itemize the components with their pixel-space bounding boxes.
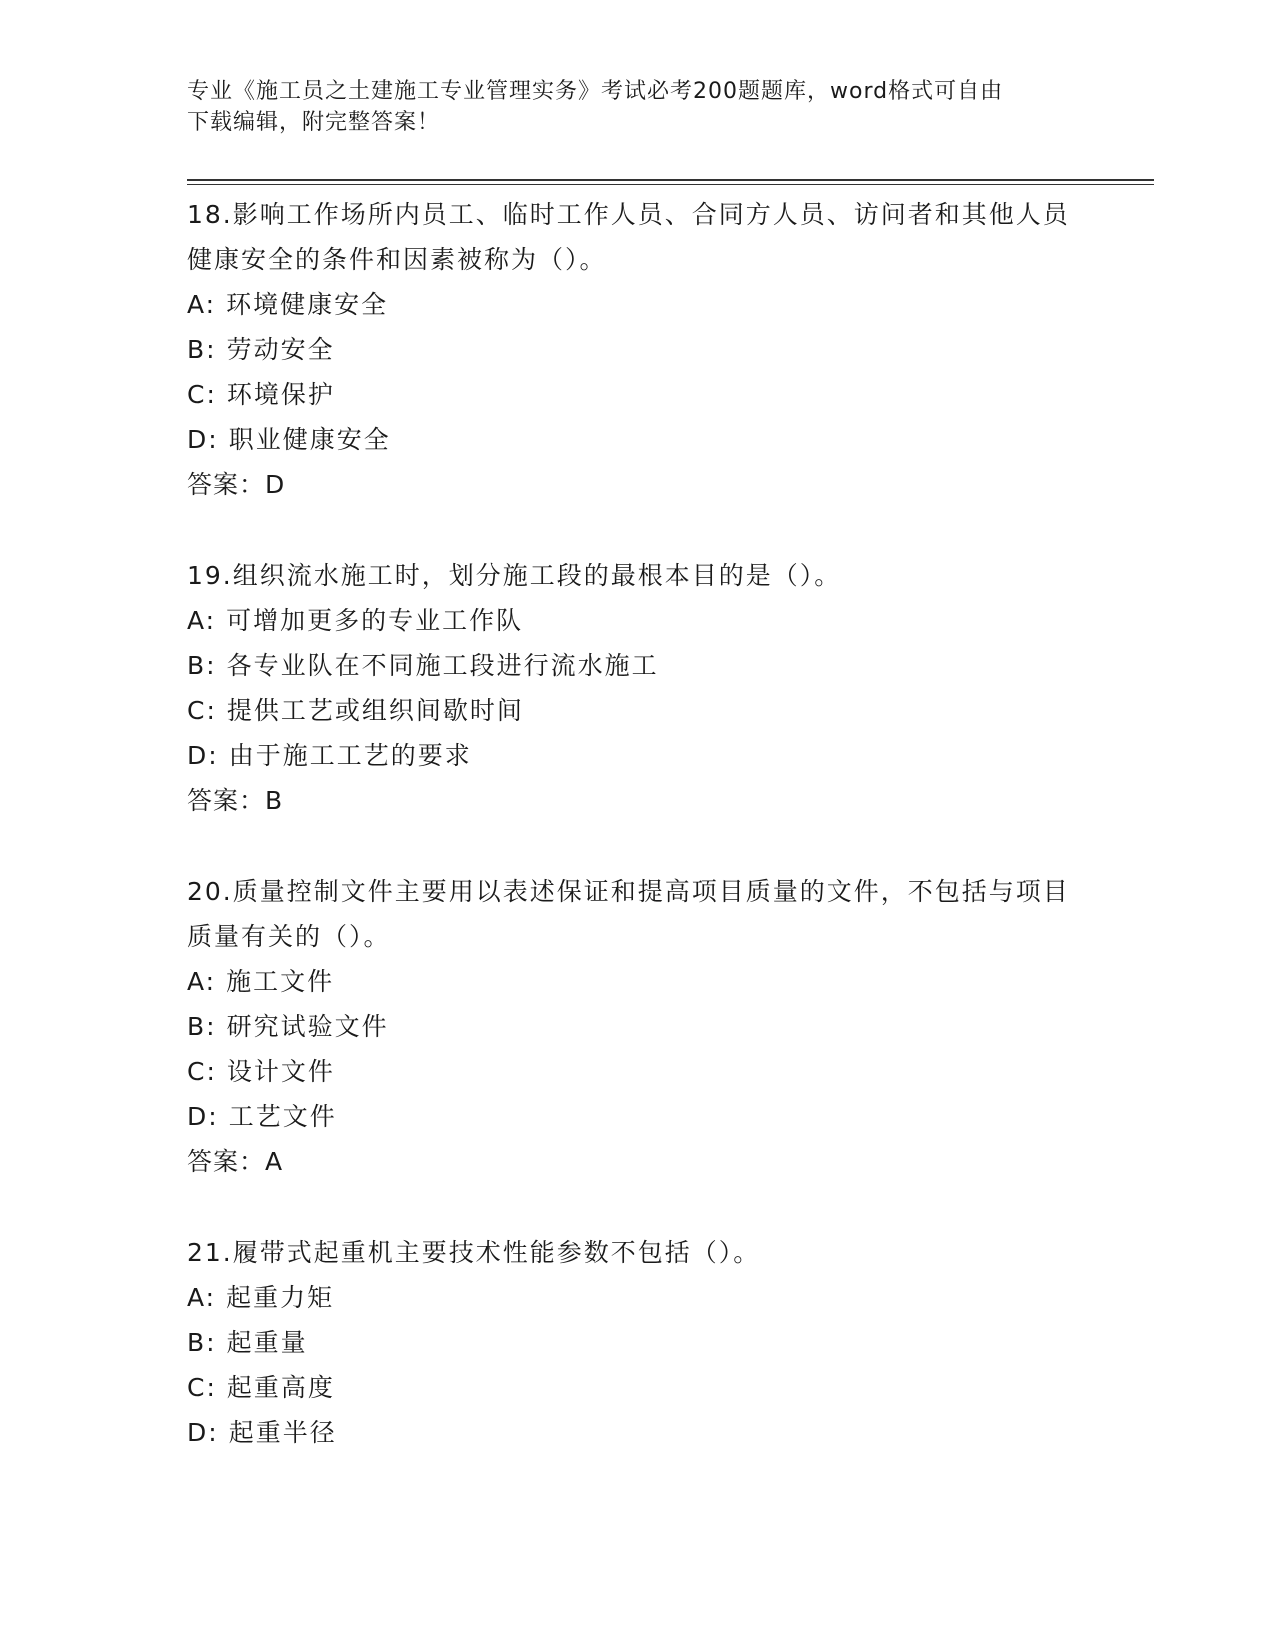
option-key: B: <box>187 1328 217 1357</box>
question-18 <box>187 192 1087 507</box>
option-text: 研究试验文件 <box>226 1012 389 1041</box>
option-text: 起重力矩 <box>226 1283 335 1312</box>
option-text: 工艺文件 <box>228 1102 337 1131</box>
option-c <box>187 1365 1087 1410</box>
question-20 <box>187 869 1087 1184</box>
option-key: A: <box>187 1283 217 1312</box>
option-key: B: <box>187 1012 217 1041</box>
option-a <box>187 282 1087 327</box>
option-d <box>187 1410 1087 1455</box>
option-key: D: <box>187 1418 219 1447</box>
question-stem: 18.影响工作场所内员工、临时工作人员、合同方人员、访问者和其他人员健康安全的条件和因素被称为（）。 <box>187 200 1070 274</box>
option-b <box>187 327 1087 372</box>
option-d <box>187 417 1087 462</box>
option-key: D: <box>187 741 219 770</box>
option-text: 起重高度 <box>226 1373 335 1402</box>
option-key: C: <box>187 1373 217 1402</box>
option-c <box>187 1049 1087 1094</box>
header-line-2: 下载编辑，附完整答案！ <box>187 110 441 135</box>
option-text: 施工文件 <box>226 967 335 996</box>
question-stem: 19.组织流水施工时，划分施工段的最根本目的是（）。 <box>187 561 842 590</box>
option-b <box>187 1320 1087 1365</box>
question-19 <box>187 553 1087 823</box>
option-text: 劳动安全 <box>226 335 335 364</box>
option-key: B: <box>187 651 217 680</box>
header-divider-thick <box>187 179 1154 181</box>
option-text: 由于施工工艺的要求 <box>228 741 472 770</box>
option-text: 环境保护 <box>226 380 335 409</box>
option-key: C: <box>187 696 217 725</box>
option-text: 职业健康安全 <box>228 425 391 454</box>
option-text: 环境健康安全 <box>226 290 389 319</box>
option-key: C: <box>187 380 217 409</box>
question-stem: 20.质量控制文件主要用以表述保证和提高项目质量的文件，不包括与项目质量有关的（）。 <box>187 877 1070 951</box>
option-key: A: <box>187 967 217 996</box>
header-line-1: 专业《施工员之土建施工专业管理实务》考试必考200题题库，word格式可自由 <box>187 79 1004 104</box>
option-key: A: <box>187 606 217 635</box>
option-d <box>187 733 1087 778</box>
option-key: D: <box>187 425 219 454</box>
question-21 <box>187 1230 1087 1455</box>
option-a <box>187 959 1087 1004</box>
option-key: C: <box>187 1057 217 1086</box>
header-divider-thin <box>187 184 1154 185</box>
answer-line: 答案：A <box>187 1147 284 1176</box>
option-d <box>187 1094 1087 1139</box>
option-text: 设计文件 <box>226 1057 335 1086</box>
document-header <box>187 76 1067 138</box>
answer-line: 答案：D <box>187 470 286 499</box>
option-text: 起重半径 <box>228 1418 337 1447</box>
option-b <box>187 1004 1087 1049</box>
option-key: D: <box>187 1102 219 1131</box>
option-text: 各专业队在不同施工段进行流水施工 <box>226 651 659 680</box>
option-key: B: <box>187 335 217 364</box>
option-a <box>187 1275 1087 1320</box>
option-a <box>187 598 1087 643</box>
option-text: 提供工艺或组织间歇时间 <box>226 696 524 725</box>
answer-line: 答案：B <box>187 786 284 815</box>
option-text: 起重量 <box>226 1328 308 1357</box>
option-key: A: <box>187 290 217 319</box>
question-list <box>187 192 1087 1501</box>
option-c <box>187 688 1087 733</box>
option-b <box>187 643 1087 688</box>
option-text: 可增加更多的专业工作队 <box>226 606 524 635</box>
option-c <box>187 372 1087 417</box>
question-stem: 21.履带式起重机主要技术性能参数不包括（）。 <box>187 1238 761 1267</box>
